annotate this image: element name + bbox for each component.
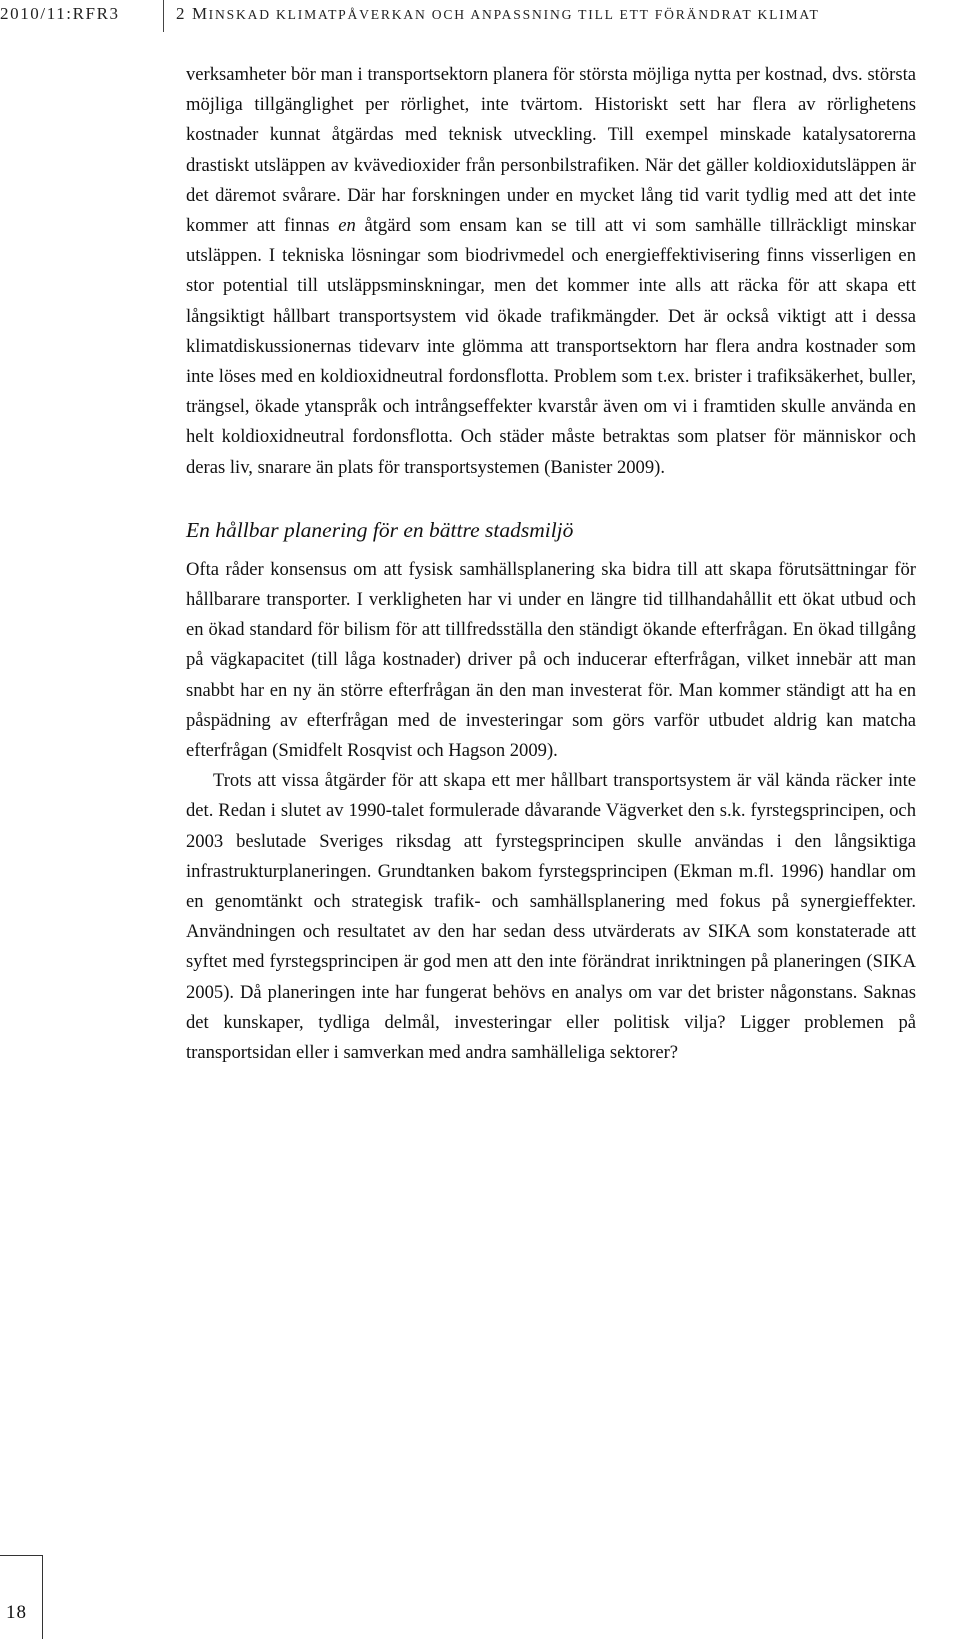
- report-id: 2010/11:RFR3: [0, 4, 120, 23]
- running-header: [0, 2, 960, 32]
- footer-rule-vertical: [42, 1555, 43, 1639]
- body-paragraph-1: [186, 60, 916, 483]
- emphasis-en: en: [338, 215, 356, 237]
- body-paragraph-2: Ofta råder konsensus om att fysisk samhällsplanering ska bidra till att skapa förutsättningar för hållbarare transporter. I verkligheten har vi under en längre tid tillhandahållit ett ökat utbud och en ökad standard för bilism för att tillfredsställa den ständigt ökande efterfrågan. En ökad tillgång på vägkapacitet (till låga kostnader) driver på och inducerar efterfrågan, vilket innebär att man snabbt har en ny än större efterfrågan än den man investerat för. Man kommer ständigt att ha en påspädning av efterfrågan med de investeringar som görs varför utbudet aldrig kan matcha efterfrågan (Smidfelt Rosqvist och Hagson 2009).: [186, 558, 916, 762]
- page-body: [186, 60, 916, 1068]
- footer-rule-horizontal: [0, 1555, 43, 1556]
- chapter-title-rest: INSKAD KLIMATPÅVERKAN OCH ANPASSNING TILL ETT FÖRÄNDRAT KLIMAT: [208, 7, 820, 22]
- section-heading: En hållbar planering för en bättre stadsmiljö: [186, 517, 574, 542]
- chapter-title-first: 2 M: [176, 4, 209, 23]
- page-number: 18: [6, 1602, 27, 1623]
- chapter-title: [176, 4, 820, 24]
- body-paragraph-3: Trots att vissa åtgärder för att skapa ett mer hållbart transportsystem är väl kända räcker inte det. Redan i slutet av 1990-talet formulerade dåvarande Vägverket den s.k. fyrstegsprincipen, och 2003 beslutade Sveriges riksdag att fyrstegsprincipen skulle användas i den långsiktiga infrastrukturplaneringen. Grundtanken bakom fyrstegsprincipen (Ekman m.fl. 1996) handlar om en genomtänkt och strategisk trafik- och samhällsplanering med fokus på synergieffekter. Användningen och resultatet av den har sedan dess utvärderats av SIKA som konstaterade att syftet med fyrstegsprincipen är god men att den inte förändrat inriktningen på planeringen (SIKA 2005). Då planeringen inte har fungerat behövs en analys om var det brister någonstans. Saknas det kunskaper, tydliga delmål, investeringar eller politisk vilja? Ligger problemen på transportsidan eller i samverkan med andra samhälleliga sektorer?: [186, 770, 916, 1064]
- paragraph-1-text-b: åtgärd som ensam kan se till att vi som samhälle tillräckligt minskar utsläppen. I tekniska lösningar som biodrivmedel och energieffektivisering finns visserligen en stor potential till utsläppsminskningar, men det kommer inte alls att räcka för att skapa ett långsiktigt hållbart transportsystem vid ökade trafikmängder. Det är också viktigt att i dessa klimatdiskussionernas tidevarv inte glömma att transportsektorn har flera andra kostnader som inte löses med en koldioxidneutral fordonsflotta. Problem som t.ex. brister i trafiksäkerhet, buller, trängsel, ökade ytanspråk och intrångseffekter kvarstår även om vi i framtiden skulle använda en helt koldioxidneutral fordonsflotta. Och städer måste betraktas som platser för människor och deras liv, snarare än plats för transportsystemen (Banister 2009).: [186, 215, 916, 478]
- paragraph-1-text-a: verksamheter bör man i transportsektorn planera för största möjliga nytta per kostnad, dvs. största möjliga tillgänglighet per rörlighet, inte tvärtom. Historiskt sett har flera av rörlighetens kostnader kunnat åtgärdas med teknisk utveckling. Till exempel minskade katalysatorerna drastiskt utsläppen av kvävedioxider från personbilstrafiken. När det gäller koldioxidutsläppen är det däremot svårare. Där har forskningen under en mycket lång tid varit tydlig med att det inte kommer att finnas: [186, 64, 916, 237]
- header-divider: [163, 0, 164, 32]
